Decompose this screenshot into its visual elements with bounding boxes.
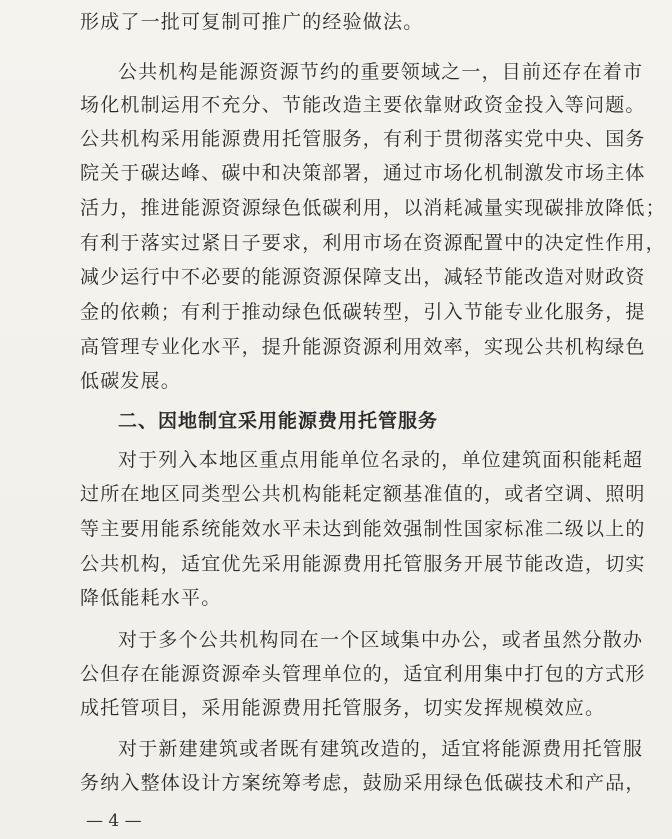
page-number: — 4 — bbox=[86, 811, 142, 831]
text-line: 公共机构采用能源费用托管服务，有利于贯彻落实党中央、国务 bbox=[80, 128, 646, 150]
text-line: 等主要用能系统能效水平未达到能效强制性国家标准二级以上的 bbox=[80, 518, 646, 540]
text-line: 降低能耗水平。 bbox=[80, 587, 222, 609]
text-line: 成托管项目，采用能源费用托管服务，切实发挥规模效应。 bbox=[80, 697, 606, 719]
text-line: 公共机构，适宜优先采用能源费用托管服务开展节能改造，切实 bbox=[80, 553, 646, 575]
text-line: 场化机制运用不充分、节能改造主要依靠财政资金投入等问题。 bbox=[80, 94, 646, 116]
text-line: 对于列入本地区重点用能单位名录的，单位建筑面积能耗超 bbox=[118, 449, 644, 471]
text-line: 对于多个公共机构同在一个区域集中办公，或者虽然分散办 bbox=[118, 629, 644, 651]
text-line: 对于新建建筑或者既有建筑改造的，适宜将能源费用托管服 bbox=[118, 738, 644, 760]
text-line: 务纳入整体设计方案统筹考虑，鼓励采用绿色低碳技术和产品， bbox=[80, 772, 646, 794]
text-line: 高管理专业化水平，提升能源资源利用效率，实现公共机构绿色 bbox=[80, 336, 646, 358]
text-line: 活力，推进能源资源绿色低碳利用，以消耗减量实现碳排放降低； bbox=[80, 197, 666, 219]
text-line: 减少运行中不必要的能源资源保障支出，减轻节能改造对财政资 bbox=[80, 266, 646, 288]
text-line: 形成了一批可复制可推广的经验做法。 bbox=[80, 11, 424, 33]
text-line: 金的依赖；有利于推动绿色低碳转型，引入节能专业化服务，提 bbox=[80, 301, 646, 323]
text-line: 过所在地区同类型公共机构能耗定额基准值的，或者空调、照明 bbox=[80, 483, 646, 505]
text-line: 公但存在能源资源牵头管理单位的，适宜利用集中打包的方式形 bbox=[80, 663, 646, 685]
text-line: 低碳发展。 bbox=[80, 370, 182, 392]
text-line: 公共机构是能源资源节约的重要领域之一，目前还存在着市 bbox=[118, 61, 644, 83]
text-line: 有利于落实过紧日子要求，利用市场在资源配置中的决定性作用， bbox=[80, 232, 666, 254]
section-heading: 二、因地制宜采用能源费用托管服务 bbox=[118, 410, 439, 432]
text-line: 院关于碳达峰、碳中和决策部署，通过市场化机制激发市场主体 bbox=[80, 162, 646, 184]
